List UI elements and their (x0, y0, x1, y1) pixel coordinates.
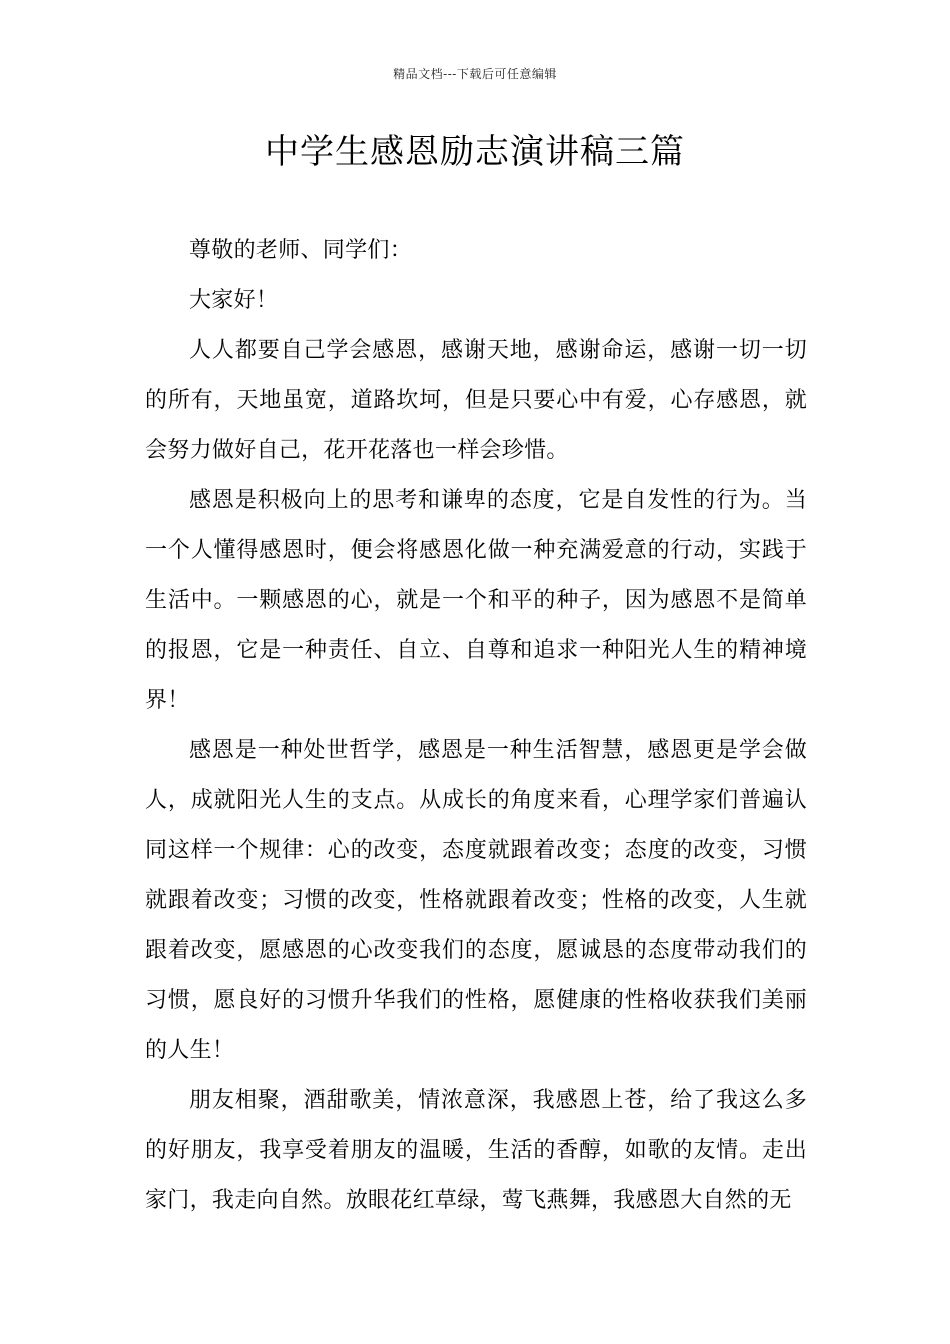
salutation: 尊敬的老师、同学们： (189, 238, 413, 263)
paragraph-2: 感恩是积极向上的思考和谦卑的态度，它是自发性的行为。当一个人懂得感恩时，便会将感恩化做一种充满爱意的行动，实践于生活中。一颗感恩的心，就是一个和平的种子，因为感恩不是简单的报恩，它是一种责任、自立、自尊和追求一种阳光人生的精神境界！ (145, 488, 807, 713)
paragraph-4: 朋友相聚，酒甜歌美，情浓意深，我感恩上苍，给了我这么多的好朋友，我享受着朋友的温暖，生活的香醇，如歌的友情。走出家门，我走向自然。放眼花红草绿，莺飞燕舞，我感恩大自然的无 (145, 1088, 807, 1213)
document-body (145, 226, 807, 1226)
document-title: 中学生感恩励志演讲稿三篇 (265, 132, 685, 172)
paragraph-1: 人人都要自己学会感恩，感谢天地，感谢命运，感谢一切一切的所有，天地虽宽，道路坎坷，但是只要心中有爱，心存感恩，就会努力做好自己，花开花落也一样会珍惜。 (145, 338, 807, 463)
paragraph-3: 感恩是一种处世哲学，感恩是一种生活智慧，感恩更是学会做人，成就阳光人生的支点。从成长的角度来看，心理学家们普遍认同这样一个规律：心的改变，态度就跟着改变；态度的改变，习惯就跟着改变；习惯的改变，性格就跟着改变；性格的改变，人生就跟着改变，愿感恩的心改变我们的态度，愿诚恳的态度带动我们的习惯，愿良好的习惯升华我们的性格，愿健康的性格收获我们美丽的人生！ (145, 738, 807, 1063)
greeting: 大家好！ (189, 288, 279, 313)
header-note: 精品文档---下载后可任意编辑 (393, 67, 557, 81)
